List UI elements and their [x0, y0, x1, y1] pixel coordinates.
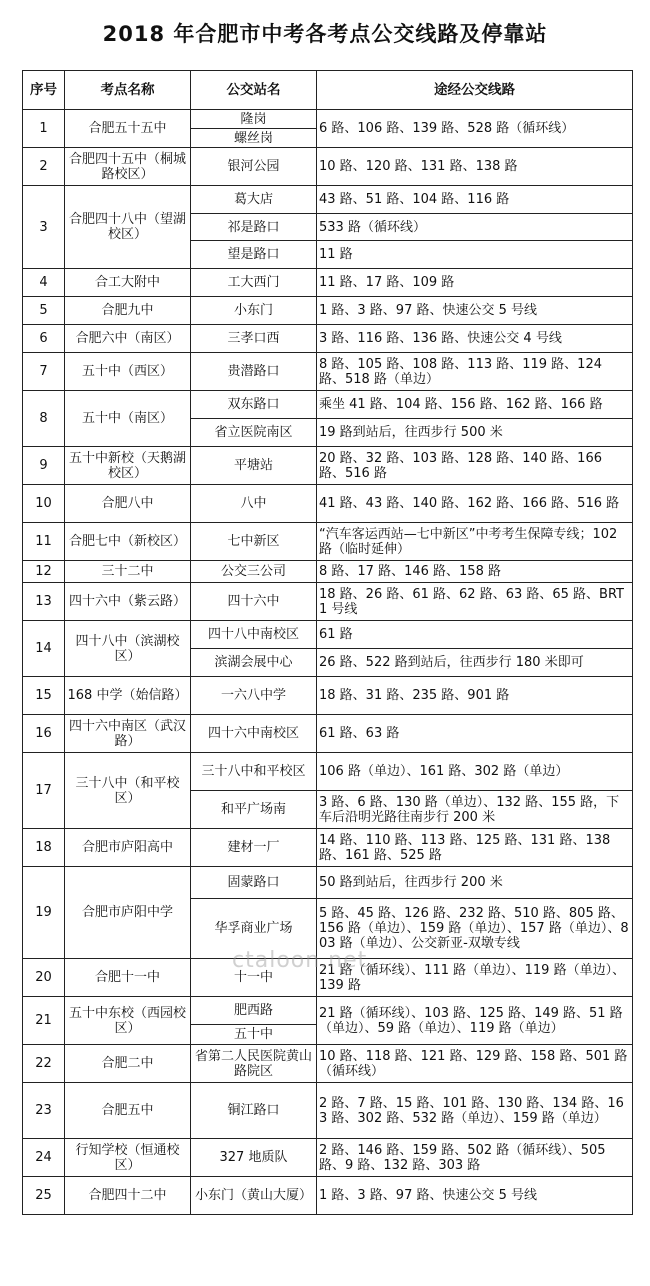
route-list: 乘坐 41 路、104 路、156 路、162 路、166 路	[317, 391, 633, 419]
header-routes: 途经公交线路	[317, 71, 633, 110]
route-list: 10 路、118 路、121 路、129 路、158 路、501 路（循环线）	[317, 1045, 633, 1083]
row-number: 25	[23, 1177, 65, 1215]
row-number: 9	[23, 447, 65, 485]
route-list: 18 路、31 路、235 路、901 路	[317, 677, 633, 715]
row-number: 5	[23, 297, 65, 325]
stop-name: 一六八中学	[191, 677, 317, 715]
school-name: 五十中东校（西园校区）	[65, 997, 191, 1045]
table-row	[23, 753, 633, 791]
stop-name: 望是路口	[191, 241, 317, 269]
school-name: 合肥四十八中（望湖校区）	[65, 186, 191, 269]
table-row	[23, 110, 633, 129]
route-list: 61 路、63 路	[317, 715, 633, 753]
school-name: 合肥四十二中	[65, 1177, 191, 1215]
table-row	[23, 148, 633, 186]
route-list: 21 路（循环线）、103 路、125 路、149 路、51 路（单边）、59 路（单边）、119 路（单边）	[317, 997, 633, 1045]
stop-name: 螺丝岗	[191, 129, 317, 148]
route-list: 533 路（循环线）	[317, 214, 633, 241]
row-number: 24	[23, 1139, 65, 1177]
stop-name: 平塘站	[191, 447, 317, 485]
row-number: 14	[23, 621, 65, 677]
table-row	[23, 269, 633, 297]
table-row	[23, 325, 633, 353]
route-list: 26 路、522 路到站后，往西步行 180 米即可	[317, 649, 633, 677]
school-name: 合肥九中	[65, 297, 191, 325]
header-num: 序号	[23, 71, 65, 110]
row-number: 8	[23, 391, 65, 447]
watermark: ctaloon.net	[232, 948, 368, 973]
header-school: 考点名称	[65, 71, 191, 110]
school-name: 合肥五十五中	[65, 110, 191, 148]
stop-name: 小东门（黄山大厦）	[191, 1177, 317, 1215]
table-row	[23, 447, 633, 485]
stop-name: 省第二人民医院黄山路院区	[191, 1045, 317, 1083]
table-row	[23, 959, 633, 997]
school-name: 四十八中（滨湖校区）	[65, 621, 191, 677]
table-row	[23, 715, 633, 753]
table-row	[23, 1045, 633, 1083]
school-name: 五十中新校（天鹅湖校区）	[65, 447, 191, 485]
table-row	[23, 485, 633, 523]
stop-name: 三十八中和平校区	[191, 753, 317, 791]
route-list: 106 路（单边）、161 路、302 路（单边）	[317, 753, 633, 791]
stop-name: 五十中	[191, 1025, 317, 1045]
stop-name: 七中新区	[191, 523, 317, 561]
table-row	[23, 1083, 633, 1139]
row-number: 20	[23, 959, 65, 997]
school-name: 合肥六中（南区）	[65, 325, 191, 353]
stop-name: 四十六中南校区	[191, 715, 317, 753]
page-title: 2018 年合肥市中考各考点公交线路及停靠站	[102, 22, 548, 46]
school-name: 合肥七中（新校区）	[65, 523, 191, 561]
route-list: 8 路、105 路、108 路、113 路、119 路、124 路、518 路（单边）	[317, 353, 633, 391]
route-list: 11 路	[317, 241, 633, 269]
table-row	[23, 1139, 633, 1177]
route-list: 14 路、110 路、113 路、125 路、131 路、138 路、161 路、525 路	[317, 829, 633, 867]
table-row	[23, 561, 633, 583]
route-list: 3 路、116 路、136 路、快速公交 4 号线	[317, 325, 633, 353]
stop-name: 小东门	[191, 297, 317, 325]
stop-name: 公交三公司	[191, 561, 317, 583]
route-list: 19 路到站后，往西步行 500 米	[317, 419, 633, 447]
school-name: 168 中学（始信路）	[65, 677, 191, 715]
stop-name: 省立医院南区	[191, 419, 317, 447]
school-name: 四十六中（紫云路）	[65, 583, 191, 621]
row-number: 16	[23, 715, 65, 753]
row-number: 22	[23, 1045, 65, 1083]
route-list: 41 路、43 路、140 路、162 路、166 路、516 路	[317, 485, 633, 523]
route-list: 10 路、120 路、131 路、138 路	[317, 148, 633, 186]
header-stop: 公交站名	[191, 71, 317, 110]
row-number: 15	[23, 677, 65, 715]
table-row	[23, 829, 633, 867]
row-number: 19	[23, 867, 65, 959]
stop-name: 建材一厂	[191, 829, 317, 867]
route-list: 18 路、26 路、61 路、62 路、63 路、65 路、BRT1 号线	[317, 583, 633, 621]
school-name: 合肥二中	[65, 1045, 191, 1083]
table-row	[23, 297, 633, 325]
table-row	[23, 1177, 633, 1215]
route-list: 43 路、51 路、104 路、116 路	[317, 186, 633, 214]
table-row	[23, 621, 633, 649]
table-row	[23, 353, 633, 391]
stop-name: 银河公园	[191, 148, 317, 186]
school-name: 合肥四十五中（桐城路校区）	[65, 148, 191, 186]
school-name: 合肥市庐阳中学	[65, 867, 191, 959]
table-row	[23, 186, 633, 214]
row-number: 4	[23, 269, 65, 297]
row-number: 13	[23, 583, 65, 621]
stop-name: 滨湖会展中心	[191, 649, 317, 677]
stop-name: 工大西门	[191, 269, 317, 297]
table-row	[23, 583, 633, 621]
route-list: 50 路到站后，往西步行 200 米	[317, 867, 633, 899]
school-name: 五十中（西区）	[65, 353, 191, 391]
table-row	[23, 523, 633, 561]
table-row	[23, 867, 633, 899]
stop-name: 葛大店	[191, 186, 317, 214]
route-list: “汽车客运西站—七中新区”中考考生保障专线；102 路（临时延伸）	[317, 523, 633, 561]
row-number: 18	[23, 829, 65, 867]
stop-name: 四十六中	[191, 583, 317, 621]
school-name: 三十二中	[65, 561, 191, 583]
bus-route-table	[22, 70, 633, 1215]
row-number: 11	[23, 523, 65, 561]
row-number: 10	[23, 485, 65, 523]
table-body	[23, 110, 633, 1215]
table-row	[23, 677, 633, 715]
table-row	[23, 997, 633, 1025]
school-name: 合肥十一中	[65, 959, 191, 997]
route-list: 2 路、7 路、15 路、101 路、130 路、134 路、163 路、302 路、532 路（单边）、159 路（单边）	[317, 1083, 633, 1139]
row-number: 17	[23, 753, 65, 829]
route-list: 20 路、32 路、103 路、128 路、140 路、166 路、516 路	[317, 447, 633, 485]
table-header-row	[23, 71, 633, 110]
table-row	[23, 391, 633, 419]
stop-name: 四十八中南校区	[191, 621, 317, 649]
row-number: 12	[23, 561, 65, 583]
stop-name: 华孚商业广场	[191, 899, 317, 959]
stop-name: 八中	[191, 485, 317, 523]
route-list: 11 路、17 路、109 路	[317, 269, 633, 297]
stop-name: 三孝口西	[191, 325, 317, 353]
stop-name: 隆岗	[191, 110, 317, 129]
school-name: 五十中（南区）	[65, 391, 191, 447]
school-name: 三十八中（和平校区）	[65, 753, 191, 829]
route-list: 61 路	[317, 621, 633, 649]
route-list: 6 路、106 路、139 路、528 路（循环线）	[317, 110, 633, 148]
row-number: 2	[23, 148, 65, 186]
stop-name: 肥西路	[191, 997, 317, 1025]
route-list: 8 路、17 路、146 路、158 路	[317, 561, 633, 583]
stop-name: 祁是路口	[191, 214, 317, 241]
row-number: 6	[23, 325, 65, 353]
route-list: 5 路、45 路、126 路、232 路、510 路、805 路、156 路（单边）、159 路（单边）、157 路（单边）、803 路（单边）、公交新亚-双墩专线	[317, 899, 633, 959]
school-name: 四十六中南区（武汉路）	[65, 715, 191, 753]
row-number: 23	[23, 1083, 65, 1139]
school-name: 行知学校（恒通校区）	[65, 1139, 191, 1177]
route-list: 3 路、6 路、130 路（单边）、132 路、155 路，下车后沿明光路往南步行 200 米	[317, 791, 633, 829]
stop-name: 双东路口	[191, 391, 317, 419]
stop-name: 十一中	[191, 959, 317, 997]
school-name: 合肥五中	[65, 1083, 191, 1139]
school-name: 合工大附中	[65, 269, 191, 297]
route-list: 2 路、146 路、159 路、502 路（循环线）、505 路、9 路、132 路、303 路	[317, 1139, 633, 1177]
school-name: 合肥市庐阳高中	[65, 829, 191, 867]
route-list: 1 路、3 路、97 路、快速公交 5 号线	[317, 1177, 633, 1215]
route-list: 1 路、3 路、97 路、快速公交 5 号线	[317, 297, 633, 325]
stop-name: 固蒙路口	[191, 867, 317, 899]
route-list: 21 路（循环线）、111 路（单边）、119 路（单边）、139 路	[317, 959, 633, 997]
row-number: 7	[23, 353, 65, 391]
row-number: 1	[23, 110, 65, 148]
row-number: 3	[23, 186, 65, 269]
row-number: 21	[23, 997, 65, 1045]
stop-name: 和平广场南	[191, 791, 317, 829]
stop-name: 327 地质队	[191, 1139, 317, 1177]
school-name: 合肥八中	[65, 485, 191, 523]
stop-name: 铜江路口	[191, 1083, 317, 1139]
stop-name: 贵潜路口	[191, 353, 317, 391]
